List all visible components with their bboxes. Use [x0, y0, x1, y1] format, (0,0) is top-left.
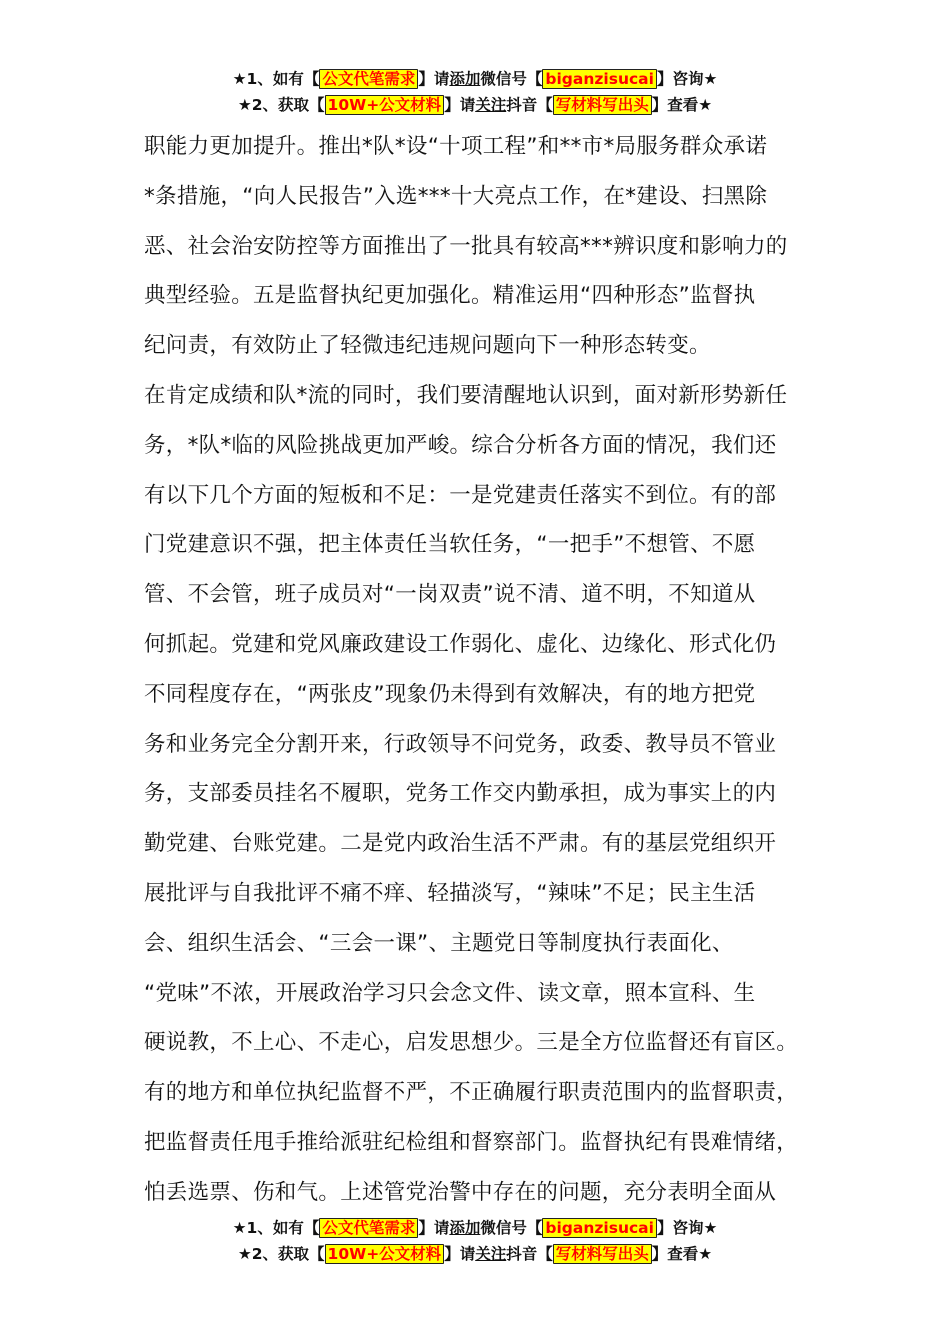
body-line: 管、不会管，班子成员对“一岗双责”说不清、道不明，不知道从	[144, 582, 756, 608]
body-line: 恶、社会治安防控等方面推出了一批具有较高***辨识度和影响力的	[144, 233, 788, 259]
banner-line-2: ★2、获取【 10W+公文材料 】请关注抖音【 写材料写出头 】查看★	[237, 1245, 713, 1263]
body-line: 会、组织生活会、“三会一课”、主题党日等制度执行表面化、	[144, 930, 734, 956]
highlight-materials: 10W+公文材料	[325, 1244, 445, 1264]
body-line: 务，*队*临的风险挑战更加严峻。综合分析各方面的情况，我们还	[144, 432, 777, 458]
highlight-wechat-id: biganzisucai	[542, 1218, 657, 1238]
body-line: 有的地方和单位执纪监督不严，不正确履行职责范围内的监督职责，	[144, 1080, 799, 1106]
body-line: 典型经验。五是监督执纪更加强化。精准运用“四种形态”监督执	[144, 283, 756, 309]
header-banner	[0, 66, 950, 118]
highlight-wechat-id: biganzisucai	[542, 69, 657, 89]
body-line: 把监督责任甩手推给派驻纪检组和督察部门。监督执纪有畏难情绪，	[144, 1129, 799, 1155]
document-body	[144, 122, 834, 1218]
highlight-service: 公文代笔需求	[319, 69, 418, 89]
body-line: 有以下几个方面的短板和不足：一是党建责任落实不到位。有的部	[144, 482, 777, 508]
highlight-douyin-account: 写材料写出头	[553, 1244, 652, 1264]
body-line: 务，支部委员挂名不履职，党务工作交内勤承担，成为事实上的内	[144, 781, 777, 807]
body-line: 勤党建、台账党建。二是党内政治生活不严肃。有的基层党组织开	[144, 831, 777, 857]
highlight-materials: 10W+公文材料	[325, 95, 445, 115]
body-line: 展批评与自我批评不痛不痒、轻描淡写，“辣味”不足；民主生活	[144, 880, 756, 906]
body-line: 何抓起。党建和党风廉政建设工作弱化、虚化、边缘化、形式化仍	[144, 631, 777, 657]
body-line: 务和业务完全分割开来，行政领导不问党务，政委、教导员不管业	[144, 731, 777, 757]
highlight-service: 公文代笔需求	[319, 1218, 418, 1238]
footer-banner	[0, 1215, 950, 1267]
body-line: 门党建意识不强，把主体责任当软任务，“一把手”不想管、不愿	[144, 532, 756, 558]
banner-line-1: ★1、如有【 公文代笔需求 】请添加微信号【 biganzisucai 】咨询★	[232, 1219, 718, 1237]
body-line: 纪问责，有效防止了轻微违纪违规问题向下一种形态转变。	[144, 333, 711, 359]
body-line: 怕丢选票、伤和气。上述管党治警中存在的问题，充分表明全面从	[144, 1179, 777, 1205]
highlight-douyin-account: 写材料写出头	[553, 95, 652, 115]
body-line: 职能力更加提升。推出*队*设“十项工程”和**市*局服务群众承诺	[144, 134, 768, 159]
banner-line-2: ★2、获取【 10W+公文材料 】请关注抖音【 写材料写出头 】查看★	[237, 96, 713, 114]
body-line: *条措施，“向人民报告”入选***十大亮点工作，在*建设、扫黑除	[144, 183, 768, 209]
body-line: 在肯定成绩和队*流的同时，我们要清醒地认识到，面对新形势新任	[144, 382, 788, 408]
body-line: 硬说教，不上心、不走心，启发思想少。三是全方位监督还有盲区。	[144, 1030, 799, 1056]
body-line: “党味”不浓，开展政治学习只会念文件、读文章，照本宣科、生	[144, 980, 756, 1006]
body-line: 不同程度存在，“两张皮”现象仍未得到有效解决，有的地方把党	[144, 681, 756, 707]
banner-line-1: ★1、如有【 公文代笔需求 】请添加微信号【 biganzisucai 】咨询★	[232, 70, 718, 88]
